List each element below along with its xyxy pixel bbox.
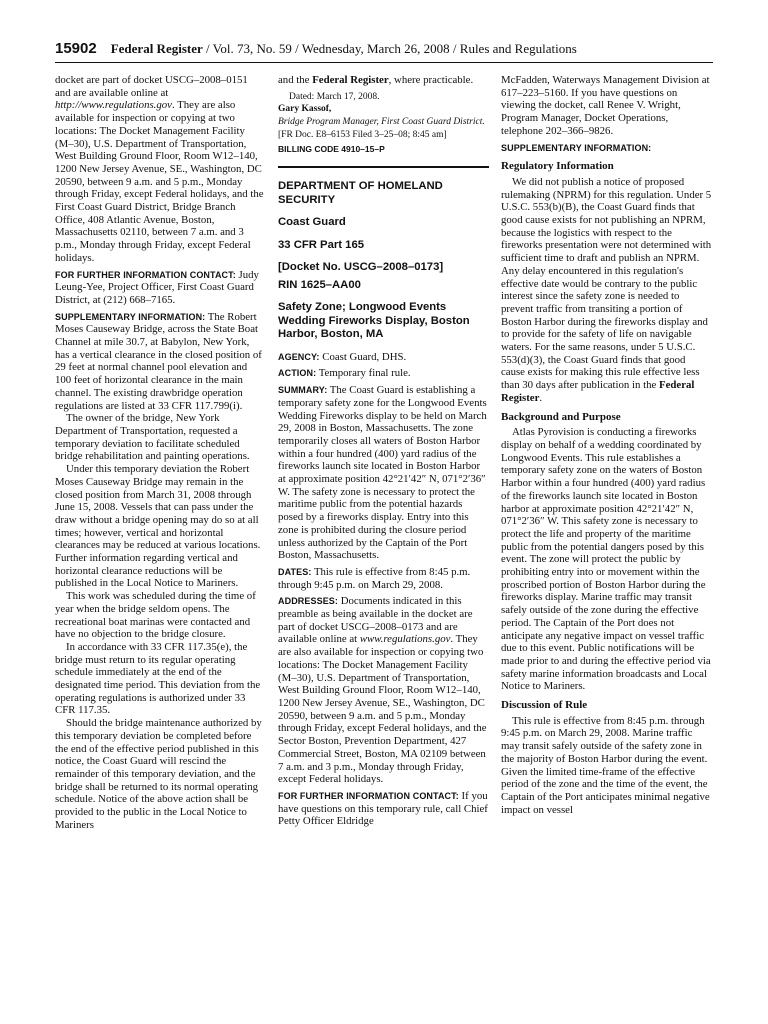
further-info-contact: FOR FURTHER INFORMATION CONTACT: If you have questions on this temporary rule, call Chief Petty Officer Eldridge [278,789,488,828]
supplementary-info: SUPPLEMENTARY INFORMATION: The Robert Moses Causeway Bridge, across the State Boat Channel at mile 30.7, at Babylon, New York, has a vertical clearance in the closed position of 29 feet at normal channel pool elevation and 100 feet of horizontal clearance in the main channel. The existing drawbridge operation regulations are listed at 33 CFR 117.799(i). [55,310,262,412]
cfr-heading: 33 CFR Part 165 [278,238,365,251]
paragraph: and the Federal Register, where practicable. [278,74,474,86]
billing-code: BILLING CODE 4910–15–P [278,143,385,154]
section-label: ADDRESSES: [278,596,339,607]
agency-heading: Coast Guard [278,216,346,229]
rin-number: RIN 1625–AA00 [278,278,361,291]
signer-name: Gary Kassof, [278,104,332,115]
action-line: ACTION: Temporary final rule. [278,367,411,380]
column-3 [501,74,712,1019]
signer-title: Bridge Program Manager, First Coast Guard District. [278,117,485,128]
section-label: ACTION: [278,368,317,379]
docket-number: [Docket No. USCG–2008–0173] [278,261,444,274]
dated-line: Dated: March 17, 2008. [289,91,380,102]
regulations-gov-link[interactable]: http://www.regulations.gov [55,99,172,112]
section-label: SUPPLEMENTARY INFORMATION: [55,311,206,322]
page-header [55,40,713,63]
section-label: FOR FURTHER INFORMATION CONTACT: [55,269,236,280]
issue-details: / Vol. 73, No. 59 / Wednesday, March 26, 2008 / Rules and Regulations [202,41,577,56]
department-heading: DEPARTMENT OF HOMELAND SECURITY [278,180,443,206]
column-2 [278,74,489,1019]
paragraph: We did not publish a notice of proposed rulemaking (NPRM) for this regulation. Under 5 U.S.C. 553(b)(B), the Coast Guard finds that good cause exists for not publishing an NPRM, because the logistics with respect to the fireworks presentation were not determined with sufficient time to draft and publish an NPRM. Any delay encountered in this regulation's effective date would be contrary to the public interest since the safety zone is needed to prevent traffic from transiting a portion of Boston Harbor during the fireworks display and to provide for the safety of life on navigable waters. For the same reasons, under 5 U.S.C. 553(d)(3), the Coast Guard finds that good cause exists for making this rule effective less than 30 days after publication in the Federal Register. [501,175,712,404]
paragraph: This rule is effective from 8:45 p.m. through 9:45 p.m. on March 29, 2008. Marine traffic may transit safely outside of the safety zone in the majority of Boston Harbor during the event. Given the limited time-frame of the effective period of the zone and the time of the event, the Captain of the Port anticipates minimal negative impact on vessel [501,714,710,816]
agency-line: AGENCY: Coast Guard, DHS. [278,350,407,363]
paragraph: In accordance with 33 CFR 117.35(e), the bridge must return to its regular operating schedule immediately at the end of the designated time period. This deviation from the operating regulations is authorized under 33 CFR 117.35. [55,640,261,717]
summary: SUMMARY: The Coast Guard is establishing a temporary safety zone for the Longwood Events Wedding Fireworks display to be held on March 29, 2008 in Boston, Massachusetts. The zone temporarily closes all waters of Boston Harbor within a four hundred (400) yard radius of the fireworks launch site located in Boston Harbor at approximate position 42°21′42″ N, 071°2′36″ W. The safety zone is necessary to protect the maritime public from the potential hazards posed by a fireworks display. Entry into this zone is prohibited during the closure period unless authorized by the Captain of the Port Boston, Massachusetts. [278,384,487,562]
section-divider [278,166,489,168]
fr-doc-line: [FR Doc. E8–6153 Filed 3–25–08; 8:45 am] [278,129,447,140]
section-label: SUMMARY: [278,385,328,396]
dates: DATES: This rule is effective from 8:45 p.m. through 9:45 p.m. on March 29, 2008. [278,565,471,591]
paragraph: This work was scheduled during the time of year when the bridge seldom opens. The recreational boat marinas were contacted and have no objection to the bridge closure. [55,590,256,641]
publication-name: Federal Register [110,41,203,56]
further-info-contact: FOR FURTHER INFORMATION CONTACT: Judy Leung-Yee, Project Officer, First Coast Guard District, at (212) 668–7165. [55,268,259,306]
supplementary-info-label: SUPPLEMENTARY INFORMATION: [501,142,652,153]
regulations-gov-link[interactable]: www.regulations.gov [359,633,451,646]
paragraph: Should the bridge maintenance authorized by this temporary deviation be completed before the end of the effective period published in this notice, the Coast Guard will rescind the remainder of this temporary deviation, and the bridge shall be returned to its normal operating schedule. Notice of the above action shall be provided to the public in the Local Notice to Mariners [55,717,262,831]
paragraph: The owner of the bridge, New York Department of Transportation, requested a temporary deviation to facilitate scheduled bridge rehabilitation and painting operations. [55,412,250,463]
regulatory-information-heading: Regulatory Information [501,160,614,173]
section-label: FOR FURTHER INFORMATION CONTACT: [278,790,459,801]
background-heading: Background and Purpose [501,410,621,423]
docket-availability-paragraph: docket are part of docket USCG–2008–0151 and are available online at http://www.regulations.gov. They are also available for inspection or copying at two locations: The Docket Management Facility (M–30), U.S. Department of Transportation, West Building Ground Floor, Room W12–140, 1200 New Jersey Avenue, SE., Washington, DC 20590, between 9 a.m. and 5 p.m., Monday through Friday, except Federal holidays, and the First Coast Guard District, Bridge Branch Office, 408 Atlantic Avenue, Boston, Massachusetts 02110, between 7 a.m. and 3 p.m., Monday through Friday, except Federal holidays. [55,74,264,264]
section-label: AGENCY: [278,351,320,362]
discussion-heading: Discussion of Rule [501,699,588,712]
paragraph: Atlas Pyrovision is conducting a fireworks display on behalf of a wedding coordinated by Longwood Events. This rule establishes a temporary safety zone on the waters of Boston Harbor within a four hundred (400) yard radius of the fireworks launch site located in Boston harbor at approximate position 42°21′42″ N, 071°2′36″ W. This safety zone is necessary to protect the life and property of the maritime public from the potential dangers posed by this event. The zone will protect the public by prohibiting entry into or movement within the proscribed portion of Boston Harbor during the fireworks display. Marine traffic may transit safely outside of the zone during the effective period. The Captain of the Port does not anticipate any negative impact on vessel traffic due to this event. Public notifications will be made prior to and during the effective period via safety marine information broadcasts and Local Notice to Mariners. [501,426,711,693]
column-1 [55,74,266,1019]
paragraph: Under this temporary deviation the Robert Moses Causeway Bridge may remain in the closed position from March 31, 2008 through June 15, 2008. Vessels that can pass under the draw without a bridge opening may do so at all times; however, vertical and horizontal clearances may be reduced at various locations. Further information regarding vertical and horizontal clearance reductions will be published in the Local Notice to Mariners. [55,463,261,590]
rule-title: Safety Zone; Longwood Events Wedding Fireworks Display, Boston Harbor, Boston, MA [278,301,470,341]
page-number: 15902 [55,40,97,57]
addresses: ADDRESSES: Documents indicated in this preamble as being available in the docket are part of docket USCG–2008–0173 and are available online at www.regulations.gov. They are also available for inspection or copying two locations: The Docket Management Facility (M–30), U.S. Department of Transportation, West Building Ground Floor, Room W12–140, 1200 New Jersey Avenue, SE., Washington, DC 20590, between 9 a.m. and 5 p.m., Monday through Friday, except Federal holidays, and the Sector Boston, Prevention Department, 427 Commercial Street, Boston, MA 02109 between 7 a.m. and 3 p.m., Monday through Friday, except Federal holidays. [278,595,487,786]
paragraph: McFadden, Waterways Management Division at 617–223–5160. If you have questions on viewing the docket, call Renee V. Wright, Program Manager, Docket Operations, telephone 202–366–9826. [501,74,710,137]
section-label: DATES: [278,566,312,577]
